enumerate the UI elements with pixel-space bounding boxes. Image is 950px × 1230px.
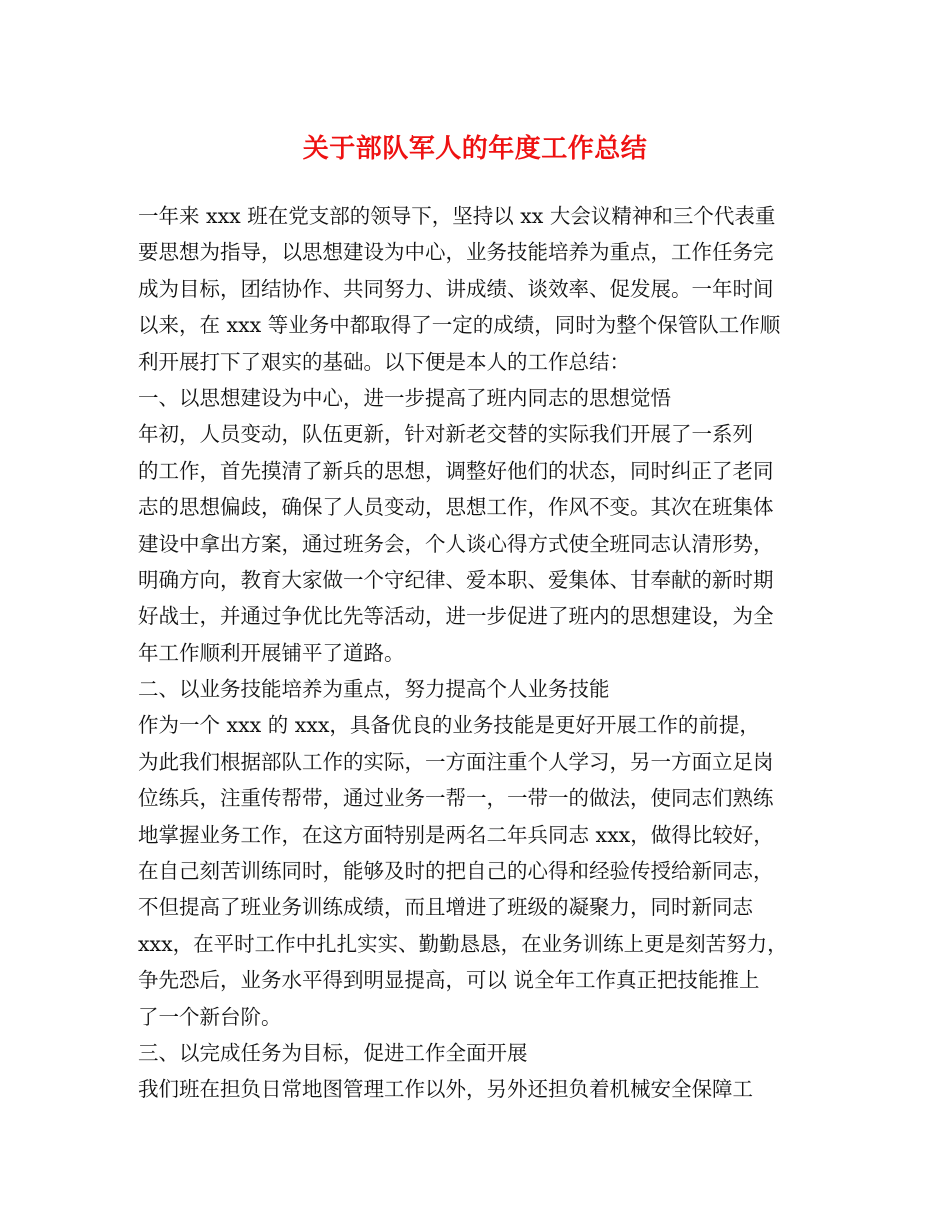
body-line: 要思想为指导，以思想建设为中心，业务技能培养为重点，工作任务完 [138,240,774,265]
body-line: 利开展打下了艰实的基础。以下便是本人的工作总结： [138,349,630,374]
body-line: 争先恐后，业务水平得到明显提高，可以 说全年工作真正把技能推上 [138,968,760,993]
body-line: 不但提高了班业务训练成绩，而且增进了班级的凝聚力，同时新同志 [138,895,753,920]
section-heading-1: 一、以思想建设为中心，进一步提高了班内同志的思想觉悟 [138,385,671,410]
body-line: 在自己刻苦训练同时，能够及时的把自己的心得和经验传授给新同志， [138,859,774,884]
body-line: 位练兵，注重传帮带，通过业务一帮一，一带一的做法，使同志们熟练 [138,786,774,811]
body-line: 年初，人员变动，队伍更新，针对新老交替的实际我们开展了一系列 [138,422,753,447]
section-heading-3: 三、以完成任务为目标，促进工作全面开展 [138,1040,528,1065]
body-line: 好战士，并通过争优比先等活动，进一步促进了班内的思想建设，为全 [138,604,774,629]
document-body [138,198,828,1108]
document-title: 关于部队军人的年度工作总结 [302,134,648,164]
body-line: 为此我们根据部队工作的实际，一方面注重个人学习，另一方面立足岗 [138,749,774,774]
body-line: 的工作，首先摸清了新兵的思想，调整好他们的状态，同时纠正了老同 [138,458,774,483]
body-line: 年工作顺利开展铺平了道路。 [138,640,405,665]
body-line: 明确方向，教育大家做一个守纪律、爱本职、爱集体、甘奉献的新时期 [138,567,774,592]
body-line: 一年来 xxx 班在党支部的领导下，坚持以 xx 大会议精神和三个代表重 [138,204,776,228]
body-line: 地掌握业务工作，在这方面特别是两名二年兵同志 xxx，做得比较好， [138,822,774,847]
body-line: 成为目标，团结协作、共同努力、讲成绩、谈效率、促发展。一年时间 [138,276,774,301]
section-heading-2: 二、以业务技能培养为重点，努力提高个人业务技能 [138,677,610,702]
body-line: 建设中拿出方案，通过班务会，个人谈心得方式使全班同志认清形势， [138,531,774,556]
body-line: xxx，在平时工作中扎扎实实、勤勤恳恳，在业务训练上更是刻苦努力， [138,931,788,956]
body-line: 志的思想偏歧，确保了人员变动，思想工作，作风不变。其次在班集体 [138,495,774,520]
body-line: 了一个新台阶。 [138,1004,282,1029]
body-line: 以来，在 xxx 等业务中都取得了一定的成绩，同时为整个保管队工作顺 [138,313,781,338]
body-line: 我们班在担负日常地图管理工作以外，另外还担负着机械安全保障工 [138,1077,753,1102]
body-line: 作为一个 xxx 的 xxx，具备优良的业务技能是更好开展工作的前提， [138,713,760,738]
